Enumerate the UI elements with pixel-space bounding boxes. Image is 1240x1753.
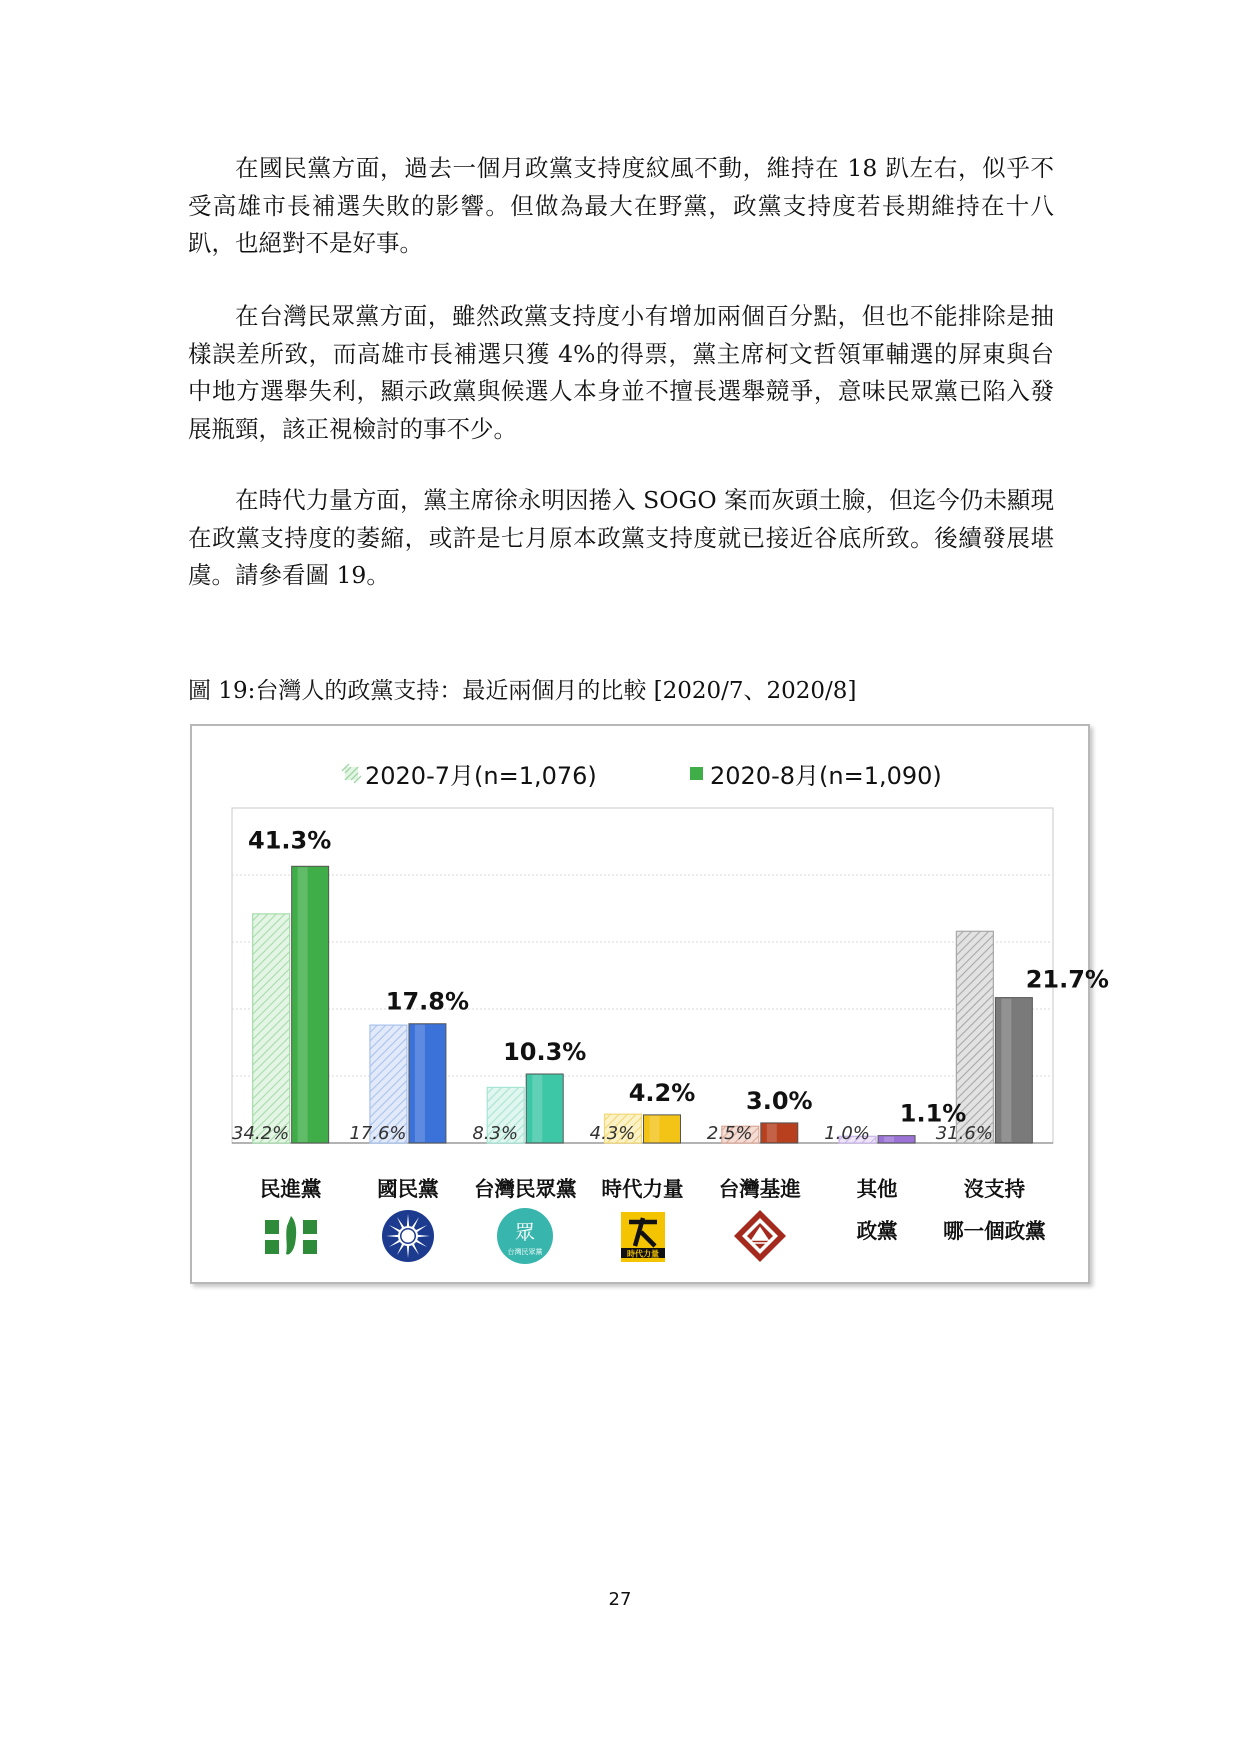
data-label-august-3: 4.2% [628, 1078, 696, 1107]
category-label-5: 其他 [856, 1177, 898, 1201]
data-label-august-0: 41.3% [248, 826, 332, 855]
chart-container [190, 724, 1109, 1284]
tsp-logo-icon [730, 1206, 790, 1266]
bar-highlight [650, 1116, 660, 1142]
bar-highlight [298, 867, 308, 1142]
bar-august-2 [526, 1074, 563, 1143]
legend-swatch-solid-icon [690, 767, 703, 780]
data-label-august-1: 17.8% [385, 987, 470, 1016]
legend-swatch-hatched-icon [345, 767, 358, 780]
category-label-3: 時代力量 [601, 1177, 684, 1201]
category-label-6: 沒支持 [963, 1177, 1026, 1201]
bar-august-3 [644, 1115, 681, 1143]
data-label-july-2: 8.3% [472, 1123, 519, 1144]
bar-highlight [884, 1137, 894, 1142]
bar-highlight [532, 1075, 542, 1142]
data-label-july-1: 17.6% [349, 1123, 407, 1144]
data-label-august-5: 1.1% [899, 1099, 967, 1128]
page-number: 27 [608, 1589, 632, 1610]
paragraph-kmt: 在國民黨方面，過去一個月政黨支持度紋風不動，維持在 18 趴左右，似乎不受高雄市長補選失敗的影響。但做為最大在野黨，政黨支持度若長期維持在十八趴，也絕對不是好事。 [188, 154, 1054, 257]
paragraph-tpp: 在台灣民眾黨方面，雖然政黨支持度小有增加兩個百分點，但也不能排除是抽樣誤差所致，而高雄市長補選只獲 4%的得票，黨主席柯文哲領軍輔選的屏東與台中地方選舉失利，顯示政黨與候選人本身並不擅長選舉競爭，意味民眾黨已陷入發展瓶頸，該正視檢討的事不少。 [188, 302, 1054, 443]
data-label-july-4: 2.5% [706, 1123, 753, 1144]
bar-highlight [1001, 999, 1011, 1142]
legend-label-july: 2020-7月(n=1,076) [365, 762, 597, 790]
bar-august-1 [409, 1024, 446, 1143]
dpp-logo-icon [261, 1206, 321, 1266]
bar-july-0 [253, 914, 290, 1143]
kmt-logo-icon [378, 1206, 438, 1266]
category-label-4: 台灣基進 [718, 1177, 801, 1201]
legend-item-august [690, 756, 942, 791]
bar-august-6 [995, 998, 1032, 1143]
svg-text:時代力量: 時代力量 [626, 1249, 659, 1259]
data-label-july-5: 1.0% [824, 1123, 870, 1144]
data-label-august-2: 10.3% [503, 1037, 587, 1066]
bar-august-4 [761, 1123, 798, 1143]
category-label-0: 民進黨 [259, 1177, 322, 1201]
svg-text:台灣民眾黨: 台灣民眾黨 [507, 1248, 543, 1256]
bar-august-0 [292, 866, 329, 1143]
data-label-july-3: 4.3% [589, 1123, 636, 1144]
bar-august-5 [878, 1136, 915, 1143]
tpp-logo-icon [495, 1206, 555, 1266]
figure-caption: 圖 19:台灣人的政黨支持：最近兩個月的比較 [2020/7、2020/8] [188, 678, 857, 704]
paragraph-npp: 在時代力量方面，黨主席徐永明因捲入 SOGO 案而灰頭土臉，但迄今仍未顯現在政黨支持度的萎縮，或許是七月原本政黨支持度就已接近谷底所致。後續發展堪虞。請參看圖 19。 [188, 486, 1054, 589]
bar-highlight [415, 1025, 425, 1142]
data-label-july-0: 34.2% [232, 1123, 290, 1144]
legend-label-august: 2020-8月(n=1,090) [710, 762, 942, 790]
data-label-july-6: 31.6% [935, 1123, 993, 1144]
svg-text:眾: 眾 [515, 1220, 536, 1244]
data-label-august-4: 3.0% [746, 1086, 813, 1115]
bar-highlight [767, 1124, 777, 1142]
npp-logo-icon [613, 1206, 673, 1266]
category-label-line2-5: 政黨 [856, 1219, 898, 1243]
category-label-1: 國民黨 [377, 1177, 439, 1201]
data-label-august-6: 21.7% [1025, 965, 1109, 994]
legend-item-july [345, 756, 597, 791]
category-label-2: 台灣民眾黨 [473, 1177, 577, 1201]
category-label-line2-6: 哪一個政黨 [943, 1219, 1046, 1243]
